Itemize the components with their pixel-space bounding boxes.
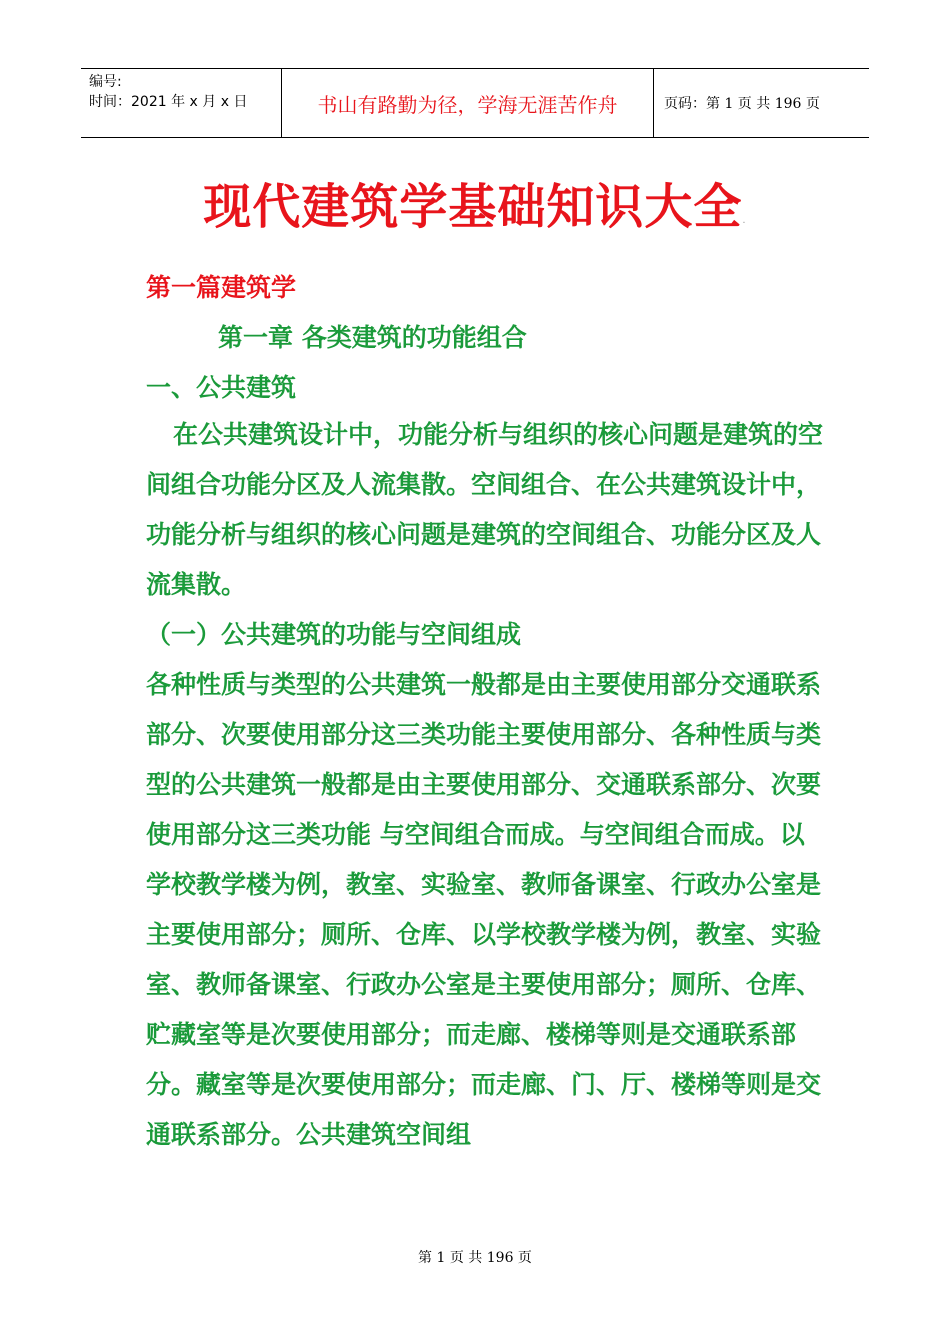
paragraph-intro: 在公共建筑设计中，功能分析与组织的核心问题是建筑的空间组合功能分区及人流集散。空间组合、在公共建筑设计中，功能分析与组织的核心问题是建筑的空间组合、功能分区及人流集散。 (146, 420, 824, 599)
part-heading: 第一篇建筑学 (146, 273, 297, 302)
document-header (81, 68, 869, 138)
motto-cell (282, 69, 654, 137)
document-title (0, 168, 950, 237)
chapter-heading: 第一章 各类建筑的功能组合 (218, 323, 527, 352)
page-footer: 第 1 页 共 196 页 (418, 1250, 532, 1266)
title-dot: . (742, 215, 747, 226)
header-meta-cell (81, 69, 282, 137)
motto-text: 书山有路勤为径，学海无涯苦作舟 (317, 92, 618, 117)
time-label: 时间：2021 年 x 月 x 日 (89, 94, 248, 110)
subsection-heading: （一）公共建筑的功能与空间组成 (146, 620, 522, 649)
page-info-text: 页码：第 1 页 共 196 页 (664, 96, 820, 112)
page-info-cell (654, 69, 869, 137)
title-text: 现代建筑学基础知识大全 (203, 179, 743, 235)
section-heading: 一、公共建筑 (146, 373, 297, 402)
number-label: 编号: (89, 74, 122, 90)
paragraph-body: 各种性质与类型的公共建筑一般都是由主要使用部分交通联系部分、次要使用部分这三类功能主要使用部分、各种性质与类型的公共建筑一般都是由主要使用部分、交通联系部分、次要使用部分这三类功能 与空间组合而成。与空间组合而成。以学校教学楼为例，教室、实验室、教师备课室、行政办公室是主要使用部分；厕所、仓库、以学校教学楼为例，教室、实验室、教师备课室、行政办公室是主要使用部分；厕所、仓库、贮藏室等是次要使用部分；而走廊、楼梯等则是交通联系部分。藏室等是次要使用部分；而走廊、门、厅、楼梯等则是交通联系部分。公共建筑空间组 (146, 670, 822, 1149)
